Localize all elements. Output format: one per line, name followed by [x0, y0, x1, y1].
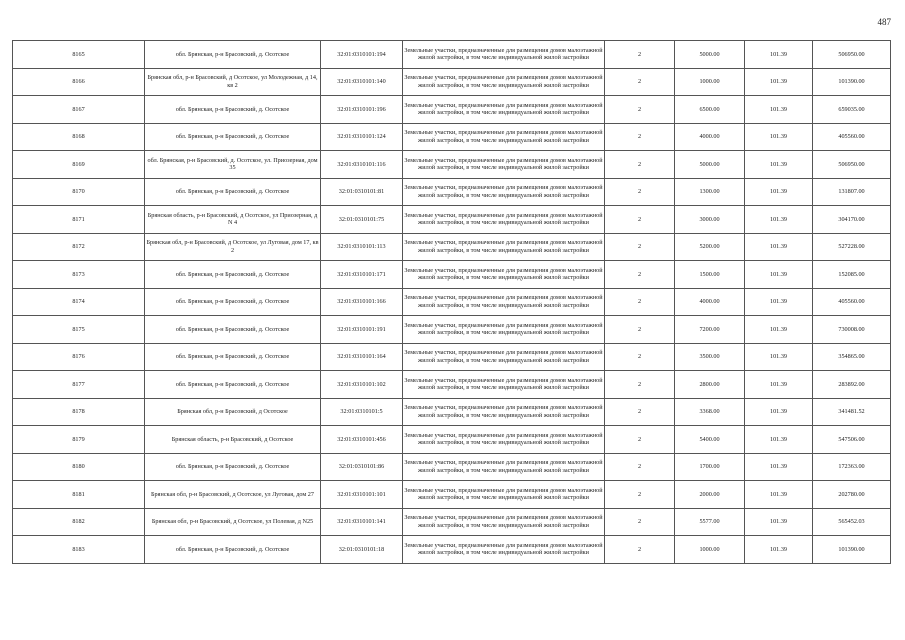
- cadastral-value-cell: 405560.00: [813, 123, 891, 151]
- address-cell: обл. Брянская, р-н Брасовский, д. Осотское: [145, 261, 321, 289]
- category-code-cell: 2: [605, 151, 675, 179]
- cadastral-number-cell: 32:01:0310101:102: [321, 371, 403, 399]
- address-cell: обл. Брянская, р-н Брасовский, д. Осотское, ул. Приозерная, дом 35: [145, 151, 321, 179]
- land-use-description-cell: Земельные участки, предназначенные для размещения домов малоэтажной жилой застройки, в том числе индивидуальной жилой застройки: [403, 151, 605, 179]
- unit-price-cell: 101.39: [745, 316, 813, 344]
- cadastral-number-cell: 32:01:0310101:166: [321, 288, 403, 316]
- area-cell: 1500.00: [675, 261, 745, 289]
- area-cell: 1700.00: [675, 453, 745, 481]
- address-cell: обл. Брянская, р-н Брасовский, д. Осотское: [145, 536, 321, 564]
- table-row: [13, 206, 891, 234]
- cadastral-number-cell: 32:01:0310101:18: [321, 536, 403, 564]
- cadastral-value-cell: 659035.00: [813, 96, 891, 124]
- unit-price-cell: 101.39: [745, 288, 813, 316]
- land-use-description-cell: Земельные участки, предназначенные для размещения домов малоэтажной жилой застройки, в том числе индивидуальной жилой застройки: [403, 123, 605, 151]
- category-code-cell: 2: [605, 123, 675, 151]
- cadastral-number-cell: 32:01:0310101:116: [321, 151, 403, 179]
- table-row: [13, 343, 891, 371]
- unit-price-cell: 101.39: [745, 453, 813, 481]
- cadastral-number-cell: 32:01:0310101:113: [321, 233, 403, 261]
- row-number-cell: 8178: [13, 398, 145, 426]
- cadastral-value-cell: 101390.00: [813, 68, 891, 96]
- address-cell: обл. Брянская, р-н Брасовский, д. Осотское: [145, 288, 321, 316]
- category-code-cell: 2: [605, 536, 675, 564]
- row-number-cell: 8174: [13, 288, 145, 316]
- row-number-cell: 8179: [13, 426, 145, 454]
- land-use-description-cell: Земельные участки, предназначенные для размещения домов малоэтажной жилой застройки, в том числе индивидуальной жилой застройки: [403, 481, 605, 509]
- unit-price-cell: 101.39: [745, 481, 813, 509]
- area-cell: 5000.00: [675, 41, 745, 69]
- cadastral-number-cell: 32:01:0310101:141: [321, 508, 403, 536]
- unit-price-cell: 101.39: [745, 371, 813, 399]
- cadastral-number-cell: 32:01:0310101:456: [321, 426, 403, 454]
- unit-price-cell: 101.39: [745, 178, 813, 206]
- land-use-description-cell: Земельные участки, предназначенные для размещения домов малоэтажной жилой застройки, в том числе индивидуальной жилой застройки: [403, 206, 605, 234]
- address-cell: Брянская обл, р-н Брасовский, д Осотское, ул Луговая, дом 17, кв 2: [145, 233, 321, 261]
- cadastral-number-cell: 32:01:0310101:81: [321, 178, 403, 206]
- table-row: [13, 261, 891, 289]
- address-cell: обл. Брянская, р-н Брасовский, д. Осотское: [145, 41, 321, 69]
- area-cell: 2800.00: [675, 371, 745, 399]
- land-use-description-cell: Земельные участки, предназначенные для размещения домов малоэтажной жилой застройки, в том числе индивидуальной жилой застройки: [403, 536, 605, 564]
- area-cell: 5000.00: [675, 151, 745, 179]
- cadastral-value-cell: 354865.00: [813, 343, 891, 371]
- area-cell: 5200.00: [675, 233, 745, 261]
- unit-price-cell: 101.39: [745, 233, 813, 261]
- cadastral-number-cell: 32:01:0310101:171: [321, 261, 403, 289]
- cadastral-number-cell: 32:01:0310101:191: [321, 316, 403, 344]
- table-row: [13, 316, 891, 344]
- area-cell: 4000.00: [675, 123, 745, 151]
- category-code-cell: 2: [605, 426, 675, 454]
- row-number-cell: 8172: [13, 233, 145, 261]
- cadastral-value-cell: 131807.00: [813, 178, 891, 206]
- cadastral-value-cell: 527228.00: [813, 233, 891, 261]
- row-number-cell: 8173: [13, 261, 145, 289]
- address-cell: обл. Брянская, р-н Брасовский, д. Осотское: [145, 371, 321, 399]
- category-code-cell: 2: [605, 343, 675, 371]
- address-cell: Брянская область, р-н Брасовский, д Осотское, ул Приозерная, д N 4: [145, 206, 321, 234]
- address-cell: обл. Брянская, р-н Брасовский, д. Осотское: [145, 316, 321, 344]
- land-use-description-cell: Земельные участки, предназначенные для размещения домов малоэтажной жилой застройки, в том числе индивидуальной жилой застройки: [403, 398, 605, 426]
- row-number-cell: 8181: [13, 481, 145, 509]
- table-row: [13, 178, 891, 206]
- row-number-cell: 8180: [13, 453, 145, 481]
- category-code-cell: 2: [605, 233, 675, 261]
- page-number: 487: [877, 17, 891, 27]
- category-code-cell: 2: [605, 481, 675, 509]
- unit-price-cell: 101.39: [745, 206, 813, 234]
- land-use-description-cell: Земельные участки, предназначенные для размещения домов малоэтажной жилой застройки, в том числе индивидуальной жилой застройки: [403, 178, 605, 206]
- category-code-cell: 2: [605, 178, 675, 206]
- cadastral-value-cell: 283892.00: [813, 371, 891, 399]
- table-row: [13, 123, 891, 151]
- land-use-description-cell: Земельные участки, предназначенные для размещения домов малоэтажной жилой застройки, в том числе индивидуальной жилой застройки: [403, 371, 605, 399]
- area-cell: 7200.00: [675, 316, 745, 344]
- cadastral-value-cell: 172363.00: [813, 453, 891, 481]
- category-code-cell: 2: [605, 261, 675, 289]
- land-use-description-cell: Земельные участки, предназначенные для размещения домов малоэтажной жилой застройки, в том числе индивидуальной жилой застройки: [403, 316, 605, 344]
- unit-price-cell: 101.39: [745, 68, 813, 96]
- table-row: [13, 68, 891, 96]
- row-number-cell: 8177: [13, 371, 145, 399]
- table-row: [13, 233, 891, 261]
- unit-price-cell: 101.39: [745, 96, 813, 124]
- cadastral-number-cell: 32:01:0310101:86: [321, 453, 403, 481]
- area-cell: 5400.00: [675, 426, 745, 454]
- cadastral-value-cell: 547506.00: [813, 426, 891, 454]
- table-row: [13, 96, 891, 124]
- cadastral-number-cell: 32:01:0310101:194: [321, 41, 403, 69]
- category-code-cell: 2: [605, 41, 675, 69]
- category-code-cell: 2: [605, 371, 675, 399]
- address-cell: обл. Брянская, р-н Брасовский, д. Осотское: [145, 123, 321, 151]
- address-cell: обл. Брянская, р-н Брасовский, д. Осотское: [145, 96, 321, 124]
- cadastral-number-cell: 32:01:0310101:5: [321, 398, 403, 426]
- cadastral-value-cell: 341481.52: [813, 398, 891, 426]
- area-cell: 1000.00: [675, 68, 745, 96]
- area-cell: 3000.00: [675, 206, 745, 234]
- cadastral-value-cell: 506950.00: [813, 41, 891, 69]
- cadastral-value-cell: 101390.00: [813, 536, 891, 564]
- land-use-description-cell: Земельные участки, предназначенные для размещения домов малоэтажной жилой застройки, в том числе индивидуальной жилой застройки: [403, 233, 605, 261]
- area-cell: 4000.00: [675, 288, 745, 316]
- unit-price-cell: 101.39: [745, 426, 813, 454]
- cadastral-number-cell: 32:01:0310101:101: [321, 481, 403, 509]
- table-row: [13, 481, 891, 509]
- category-code-cell: 2: [605, 508, 675, 536]
- address-cell: Брянская обл, р-н Брасовский, д Осотское: [145, 398, 321, 426]
- area-cell: 6500.00: [675, 96, 745, 124]
- table-row: [13, 371, 891, 399]
- row-number-cell: 8171: [13, 206, 145, 234]
- row-number-cell: 8183: [13, 536, 145, 564]
- table-row: [13, 398, 891, 426]
- unit-price-cell: 101.39: [745, 508, 813, 536]
- unit-price-cell: 101.39: [745, 536, 813, 564]
- table-row: [13, 453, 891, 481]
- land-use-description-cell: Земельные участки, предназначенные для размещения домов малоэтажной жилой застройки, в том числе индивидуальной жилой застройки: [403, 508, 605, 536]
- cadastral-number-cell: 32:01:0310101:196: [321, 96, 403, 124]
- row-number-cell: 8182: [13, 508, 145, 536]
- row-number-cell: 8167: [13, 96, 145, 124]
- cadastral-number-cell: 32:01:0310101:164: [321, 343, 403, 371]
- category-code-cell: 2: [605, 288, 675, 316]
- unit-price-cell: 101.39: [745, 343, 813, 371]
- area-cell: 5577.00: [675, 508, 745, 536]
- row-number-cell: 8175: [13, 316, 145, 344]
- row-number-cell: 8166: [13, 68, 145, 96]
- land-use-description-cell: Земельные участки, предназначенные для размещения домов малоэтажной жилой застройки, в том числе индивидуальной жилой застройки: [403, 288, 605, 316]
- land-use-description-cell: Земельные участки, предназначенные для размещения домов малоэтажной жилой застройки, в том числе индивидуальной жилой застройки: [403, 41, 605, 69]
- unit-price-cell: 101.39: [745, 41, 813, 69]
- category-code-cell: 2: [605, 68, 675, 96]
- cadastral-value-cell: 565452.03: [813, 508, 891, 536]
- table-row: [13, 151, 891, 179]
- cadastral-value-cell: 202780.00: [813, 481, 891, 509]
- cadastral-value-cell: 730008.00: [813, 316, 891, 344]
- cadastral-number-cell: 32:01:0310101:75: [321, 206, 403, 234]
- row-number-cell: 8176: [13, 343, 145, 371]
- address-cell: Брянская обл, р-н Брасовский, д Осотское, ул Молодежная, д 14, кв 2: [145, 68, 321, 96]
- address-cell: обл. Брянская, р-н Брасовский, д. Осотское: [145, 453, 321, 481]
- address-cell: обл. Брянская, р-н Брасовский, д. Осотское: [145, 178, 321, 206]
- address-cell: Брянская область, р-н Брасовский, д Осотское: [145, 426, 321, 454]
- cadastral-value-cell: 506950.00: [813, 151, 891, 179]
- table-row: [13, 41, 891, 69]
- table-row: [13, 536, 891, 564]
- table-row: [13, 508, 891, 536]
- address-cell: Брянская обл, р-н Брасовский, д Осотское, ул Луговая, дом 27: [145, 481, 321, 509]
- area-cell: 1000.00: [675, 536, 745, 564]
- land-use-description-cell: Земельные участки, предназначенные для размещения домов малоэтажной жилой застройки, в том числе индивидуальной жилой застройки: [403, 343, 605, 371]
- unit-price-cell: 101.39: [745, 398, 813, 426]
- address-cell: Брянская обл, р-н Брасовский, д Осотское, ул Полевая, д N25: [145, 508, 321, 536]
- area-cell: 1300.00: [675, 178, 745, 206]
- area-cell: 3500.00: [675, 343, 745, 371]
- table-row: [13, 288, 891, 316]
- row-number-cell: 8169: [13, 151, 145, 179]
- category-code-cell: 2: [605, 316, 675, 344]
- land-use-description-cell: Земельные участки, предназначенные для размещения домов малоэтажной жилой застройки, в том числе индивидуальной жилой застройки: [403, 261, 605, 289]
- category-code-cell: 2: [605, 453, 675, 481]
- unit-price-cell: 101.39: [745, 123, 813, 151]
- row-number-cell: 8168: [13, 123, 145, 151]
- area-cell: 2000.00: [675, 481, 745, 509]
- category-code-cell: 2: [605, 206, 675, 234]
- land-use-description-cell: Земельные участки, предназначенные для размещения домов малоэтажной жилой застройки, в том числе индивидуальной жилой застройки: [403, 68, 605, 96]
- cadastral-number-cell: 32:01:0310101:124: [321, 123, 403, 151]
- unit-price-cell: 101.39: [745, 261, 813, 289]
- cadastral-value-cell: 304170.00: [813, 206, 891, 234]
- table-row: [13, 426, 891, 454]
- cadastral-number-cell: 32:01:0310101:140: [321, 68, 403, 96]
- cadastral-value-cell: 152085.00: [813, 261, 891, 289]
- land-use-description-cell: Земельные участки, предназначенные для размещения домов малоэтажной жилой застройки, в том числе индивидуальной жилой застройки: [403, 96, 605, 124]
- area-cell: 3368.00: [675, 398, 745, 426]
- row-number-cell: 8170: [13, 178, 145, 206]
- cadastral-value-cell: 405560.00: [813, 288, 891, 316]
- category-code-cell: 2: [605, 398, 675, 426]
- address-cell: обл. Брянская, р-н Брасовский, д. Осотское: [145, 343, 321, 371]
- row-number-cell: 8165: [13, 41, 145, 69]
- land-use-description-cell: Земельные участки, предназначенные для размещения домов малоэтажной жилой застройки, в том числе индивидуальной жилой застройки: [403, 426, 605, 454]
- land-use-description-cell: Земельные участки, предназначенные для размещения домов малоэтажной жилой застройки, в том числе индивидуальной жилой застройки: [403, 453, 605, 481]
- unit-price-cell: 101.39: [745, 151, 813, 179]
- category-code-cell: 2: [605, 96, 675, 124]
- table-body: [13, 41, 891, 564]
- land-registry-table: [12, 40, 891, 564]
